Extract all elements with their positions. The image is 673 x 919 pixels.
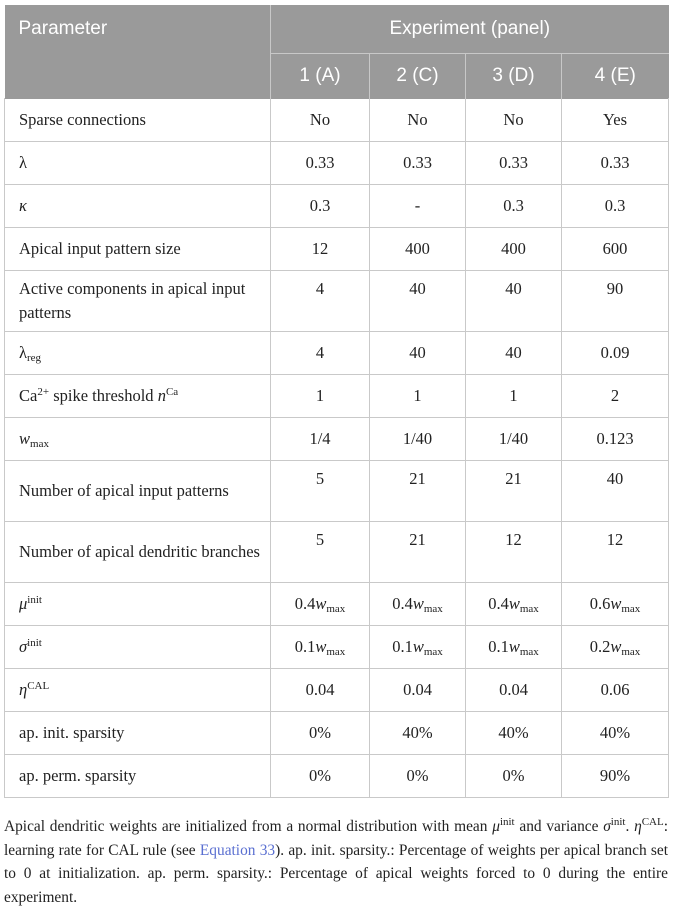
cell: 21 <box>370 461 466 522</box>
header-col-1: 1 (A) <box>271 54 370 99</box>
cell: 0.3 <box>466 185 562 228</box>
unit: w <box>315 594 327 613</box>
table-row <box>5 332 669 375</box>
cell: 0.33 <box>466 142 562 185</box>
table-row <box>5 142 669 185</box>
cell: 0% <box>271 755 370 798</box>
row-label <box>5 669 271 712</box>
cell: 1/40 <box>466 418 562 461</box>
superscript: Ca <box>165 386 179 398</box>
cell: 4 <box>271 271 370 332</box>
caption-text: ). ap. init. sparsity.: Percentage of weights per apical branch set to 0 at initialization. ap. perm. sparsity.: Percentage of apical weights forced to 0 during the entire experiment. <box>4 841 668 906</box>
subscript: reg <box>27 352 42 364</box>
parameter-table <box>4 5 669 798</box>
row-label <box>5 332 271 375</box>
parameter-table-container <box>4 5 668 798</box>
caption-text: Apical dendritic weights are initialized from a normal distribution with mean <box>4 818 493 835</box>
superscript: init <box>27 594 42 606</box>
mu-symbol: μ <box>19 594 28 613</box>
cell: 0.33 <box>562 142 669 185</box>
unit: w <box>508 594 520 613</box>
coef: 0.4 <box>392 594 413 613</box>
cell: 90% <box>562 755 669 798</box>
table-row <box>5 669 669 712</box>
table-row <box>5 712 669 755</box>
table-row <box>5 522 669 583</box>
row-label <box>5 626 271 669</box>
coef: 0.4 <box>294 594 316 613</box>
table-row <box>5 461 669 522</box>
cell: 0.04 <box>466 669 562 712</box>
cell: 40 <box>466 271 562 332</box>
cell: 40 <box>370 332 466 375</box>
cell <box>466 626 562 669</box>
coef: 0.1 <box>488 637 509 656</box>
row-label <box>5 418 271 461</box>
table-row <box>5 185 669 228</box>
row-label <box>5 583 271 626</box>
cell: 12 <box>562 522 669 583</box>
cell <box>271 583 370 626</box>
unit: w <box>508 637 520 656</box>
row-label <box>5 185 271 228</box>
cell: 0.33 <box>370 142 466 185</box>
cell <box>370 583 466 626</box>
coef: 0.4 <box>488 594 509 613</box>
cell: 1/4 <box>271 418 370 461</box>
cell: 90 <box>562 271 669 332</box>
caption-text: and variance <box>514 818 604 835</box>
subscript: max <box>423 646 443 658</box>
row-label <box>5 375 271 418</box>
cell: 0.04 <box>370 669 466 712</box>
caption-text: : learning rate for CAL rule (see <box>4 818 668 859</box>
unit: w <box>610 637 622 656</box>
subscript: max <box>326 646 346 658</box>
subscript: max <box>423 603 443 615</box>
table-row <box>5 755 669 798</box>
cell: 600 <box>562 228 669 271</box>
kappa-symbol: κ <box>19 196 27 215</box>
cell <box>562 583 669 626</box>
cell: 0.3 <box>271 185 370 228</box>
row-label: ap. init. sparsity <box>5 712 271 755</box>
cell <box>370 626 466 669</box>
variable: w <box>19 429 31 448</box>
eta-symbol: η <box>634 818 642 835</box>
subscript: max <box>621 603 641 615</box>
cell: 1 <box>271 375 370 418</box>
coef: 0.1 <box>392 637 413 656</box>
table-row <box>5 583 669 626</box>
superscript: 2+ <box>37 386 50 398</box>
header-col-2: 2 (C) <box>370 54 466 99</box>
cell: 40 <box>370 271 466 332</box>
header-col-4: 4 (E) <box>562 54 669 99</box>
cell: 12 <box>466 522 562 583</box>
cell <box>271 626 370 669</box>
cell: 0.09 <box>562 332 669 375</box>
unit: w <box>412 637 424 656</box>
table-row <box>5 418 669 461</box>
unit: w <box>315 637 327 656</box>
cell: 0.04 <box>271 669 370 712</box>
cell: No <box>370 99 466 142</box>
cell: 40% <box>466 712 562 755</box>
coef: 0.2 <box>589 637 611 656</box>
header-blank <box>5 54 271 99</box>
label-part: Ca <box>19 386 38 405</box>
superscript: CAL <box>27 680 50 692</box>
sigma-symbol: σ <box>19 637 28 656</box>
cell: 40% <box>562 712 669 755</box>
equation-link[interactable]: Equation 33 <box>199 841 276 859</box>
table-caption <box>4 815 668 909</box>
cell: No <box>466 99 562 142</box>
mu-symbol: μ <box>492 818 500 835</box>
cell: 5 <box>271 461 370 522</box>
table-row <box>5 228 669 271</box>
cell: 400 <box>466 228 562 271</box>
table-row <box>5 99 669 142</box>
row-label: Number of apical input patterns <box>5 461 271 522</box>
cell: 4 <box>271 332 370 375</box>
cell: 1 <box>466 375 562 418</box>
unit: w <box>412 594 424 613</box>
cell: 0% <box>271 712 370 755</box>
cell: 21 <box>466 461 562 522</box>
superscript: init <box>27 637 42 649</box>
cell: 1 <box>370 375 466 418</box>
cell: 40 <box>466 332 562 375</box>
cell: 21 <box>370 522 466 583</box>
row-label: λ <box>5 142 271 185</box>
cell: 0% <box>466 755 562 798</box>
cell: 12 <box>271 228 370 271</box>
subscript: max <box>326 603 346 615</box>
table-row <box>5 271 669 332</box>
eta-symbol: η <box>19 680 28 699</box>
header-parameter: Parameter <box>5 5 271 54</box>
cell: 1/40 <box>370 418 466 461</box>
cell: 40% <box>370 712 466 755</box>
row-label: ap. perm. sparsity <box>5 755 271 798</box>
caption-text: . <box>625 818 635 835</box>
lambda-symbol: λ <box>19 343 28 362</box>
cell: 0.3 <box>562 185 669 228</box>
row-label: Number of apical dendritic branches <box>5 522 271 583</box>
subscript: max <box>519 646 539 658</box>
superscript: init <box>610 816 626 828</box>
cell: 0.123 <box>562 418 669 461</box>
cell <box>466 583 562 626</box>
cell: 0.33 <box>271 142 370 185</box>
table-row <box>5 375 669 418</box>
cell: 5 <box>271 522 370 583</box>
cell: 0% <box>370 755 466 798</box>
cell <box>562 626 669 669</box>
subscript: max <box>30 438 49 450</box>
row-label: Apical input pattern size <box>5 228 271 271</box>
subscript: max <box>519 603 539 615</box>
cell: Yes <box>562 99 669 142</box>
superscript: init <box>499 816 515 828</box>
table-row <box>5 626 669 669</box>
subscript: max <box>621 646 641 658</box>
coef: 0.6 <box>589 594 611 613</box>
header-col-3: 3 (D) <box>466 54 562 99</box>
sigma-symbol: σ <box>603 818 611 835</box>
variable: n <box>157 386 166 405</box>
unit: w <box>610 594 622 613</box>
cell: 40 <box>562 461 669 522</box>
coef: 0.1 <box>294 637 316 656</box>
cell: 400 <box>370 228 466 271</box>
row-label: Sparse connections <box>5 99 271 142</box>
row-label: Active components in apical input patterns <box>5 271 271 332</box>
cell: - <box>370 185 466 228</box>
cell: 0.06 <box>562 669 669 712</box>
label-part: spike threshold <box>49 386 158 405</box>
cell: No <box>271 99 370 142</box>
header-experiment: Experiment (panel) <box>271 5 669 54</box>
cell: 2 <box>562 375 669 418</box>
superscript: CAL <box>641 816 664 828</box>
